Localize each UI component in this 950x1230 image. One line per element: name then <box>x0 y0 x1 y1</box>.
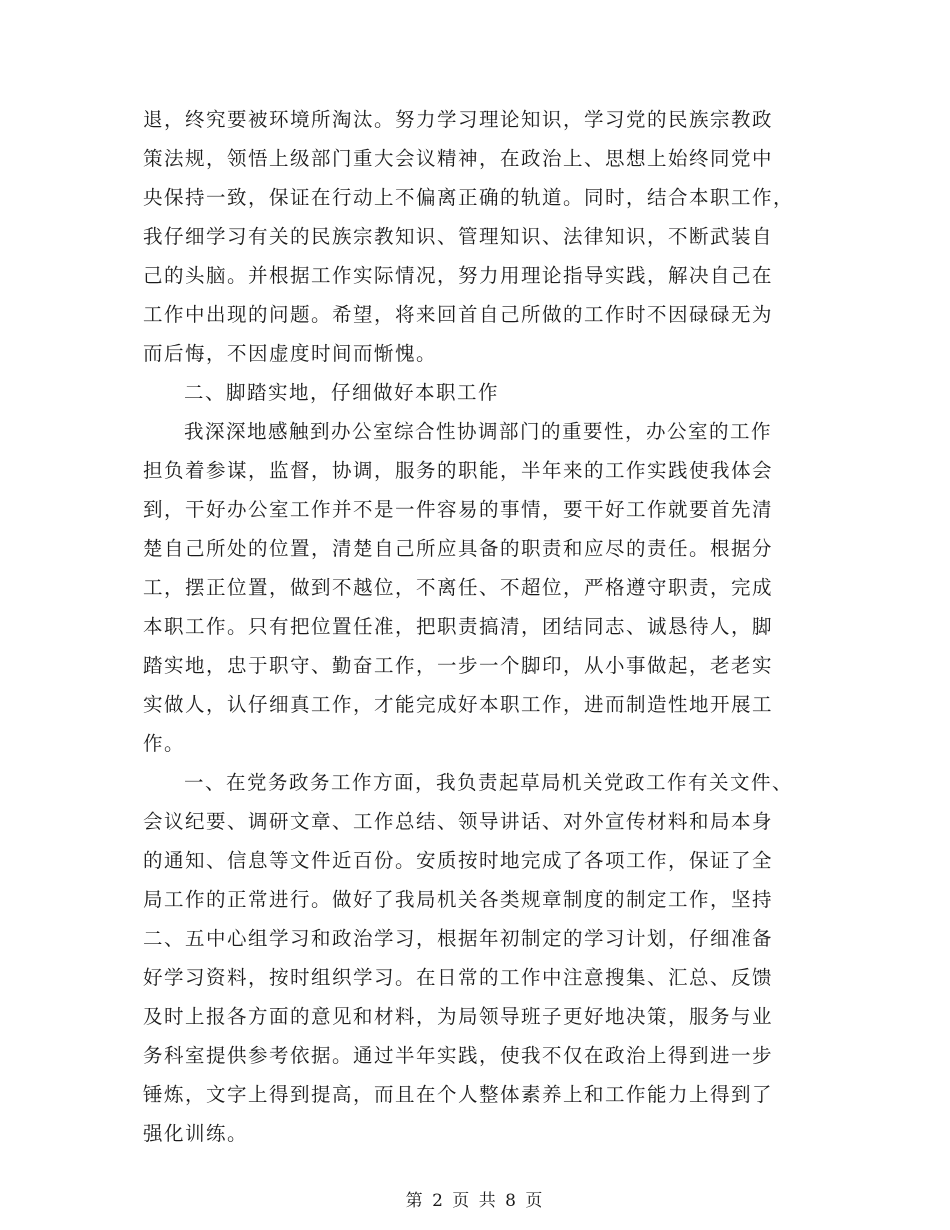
text-line: 担负着参谋，监督，协调，服务的职能，半年来的工作实践使我体会 <box>143 459 774 482</box>
text-line: 我仔细学习有关的民族宗教知识、管理知识、法律知识，不断武装自 <box>143 225 774 248</box>
text-line: 二、五中心组学习和政治学习，根据年初制定的学习计划，仔细准备 <box>143 927 774 950</box>
text-line: 一、在党务政务工作方面，我负责起草局机关党政工作有关文件、 <box>184 771 794 794</box>
text-line: 到，干好办公室工作并不是一件容易的事情，要干好工作就要首先清 <box>143 498 774 521</box>
text-line: 而后悔，不因虚度时间而惭愧。 <box>143 342 438 365</box>
text-line: 强化训练。 <box>143 1122 249 1145</box>
text-line: 工，摆正位置，做到不越位，不离任、不超位，严格遵守职责，完成 <box>143 576 774 599</box>
text-line: 作。 <box>143 732 186 755</box>
text-line: 央保持一致，保证在行动上不偏离正确的轨道。同时，结合本职工作， <box>143 186 795 209</box>
text-line: 退，终究要被环境所淘汰。努力学习理论知识，学习党的民族宗教政 <box>143 108 774 131</box>
text-line: 工作中出现的问题。希望，将来回首自己所做的工作时不因碌碌无为 <box>143 303 774 326</box>
text-line: 策法规，领悟上级部门重大会议精神，在政治上、思想上始终同党中 <box>143 147 774 170</box>
text-line: 实做人，认仔细真工作，才能完成好本职工作，进而制造性地开展工 <box>143 693 774 716</box>
text-line: 楚自己所处的位置，清楚自己所应具备的职责和应尽的责任。根据分 <box>143 537 774 560</box>
text-line: 务科室提供参考依据。通过半年实践，使我不仅在政治上得到进一步 <box>143 1044 774 1067</box>
text-line: 踏实地，忠于职守、勤奋工作，一步一个脚印，从小事做起，老老实 <box>143 654 774 677</box>
page-number: 第 2 页 共 8 页 <box>405 1191 545 1211</box>
text-line: 会议纪要、调研文章、工作总结、领导讲话、对外宣传材料和局本身 <box>143 810 774 833</box>
text-line: 我深深地感触到办公室综合性协调部门的重要性，办公室的工作 <box>184 420 773 443</box>
text-line: 好学习资料，按时组织学习。在日常的工作中注意搜集、汇总、反馈 <box>143 966 774 989</box>
text-line: 局工作的正常进行。做好了我局机关各类规章制度的制定工作，坚持 <box>143 888 774 911</box>
text-line: 的通知、信息等文件近百份。安质按时地完成了各项工作，保证了全 <box>143 849 774 872</box>
section-heading: 二、脚踏实地，仔细做好本职工作 <box>184 381 500 404</box>
text-line: 锤炼，文字上得到提高，而且在个人整体素养上和工作能力上得到了 <box>143 1083 774 1106</box>
text-line: 己的头脑。并根据工作实际情况，努力用理论指导实践，解决自己在 <box>143 264 774 287</box>
text-line: 本职工作。只有把位置任准，把职责搞清，团结同志、诚恳待人，脚 <box>143 615 774 638</box>
text-line: 及时上报各方面的意见和材料，为局领导班子更好地决策，服务与业 <box>143 1005 774 1028</box>
